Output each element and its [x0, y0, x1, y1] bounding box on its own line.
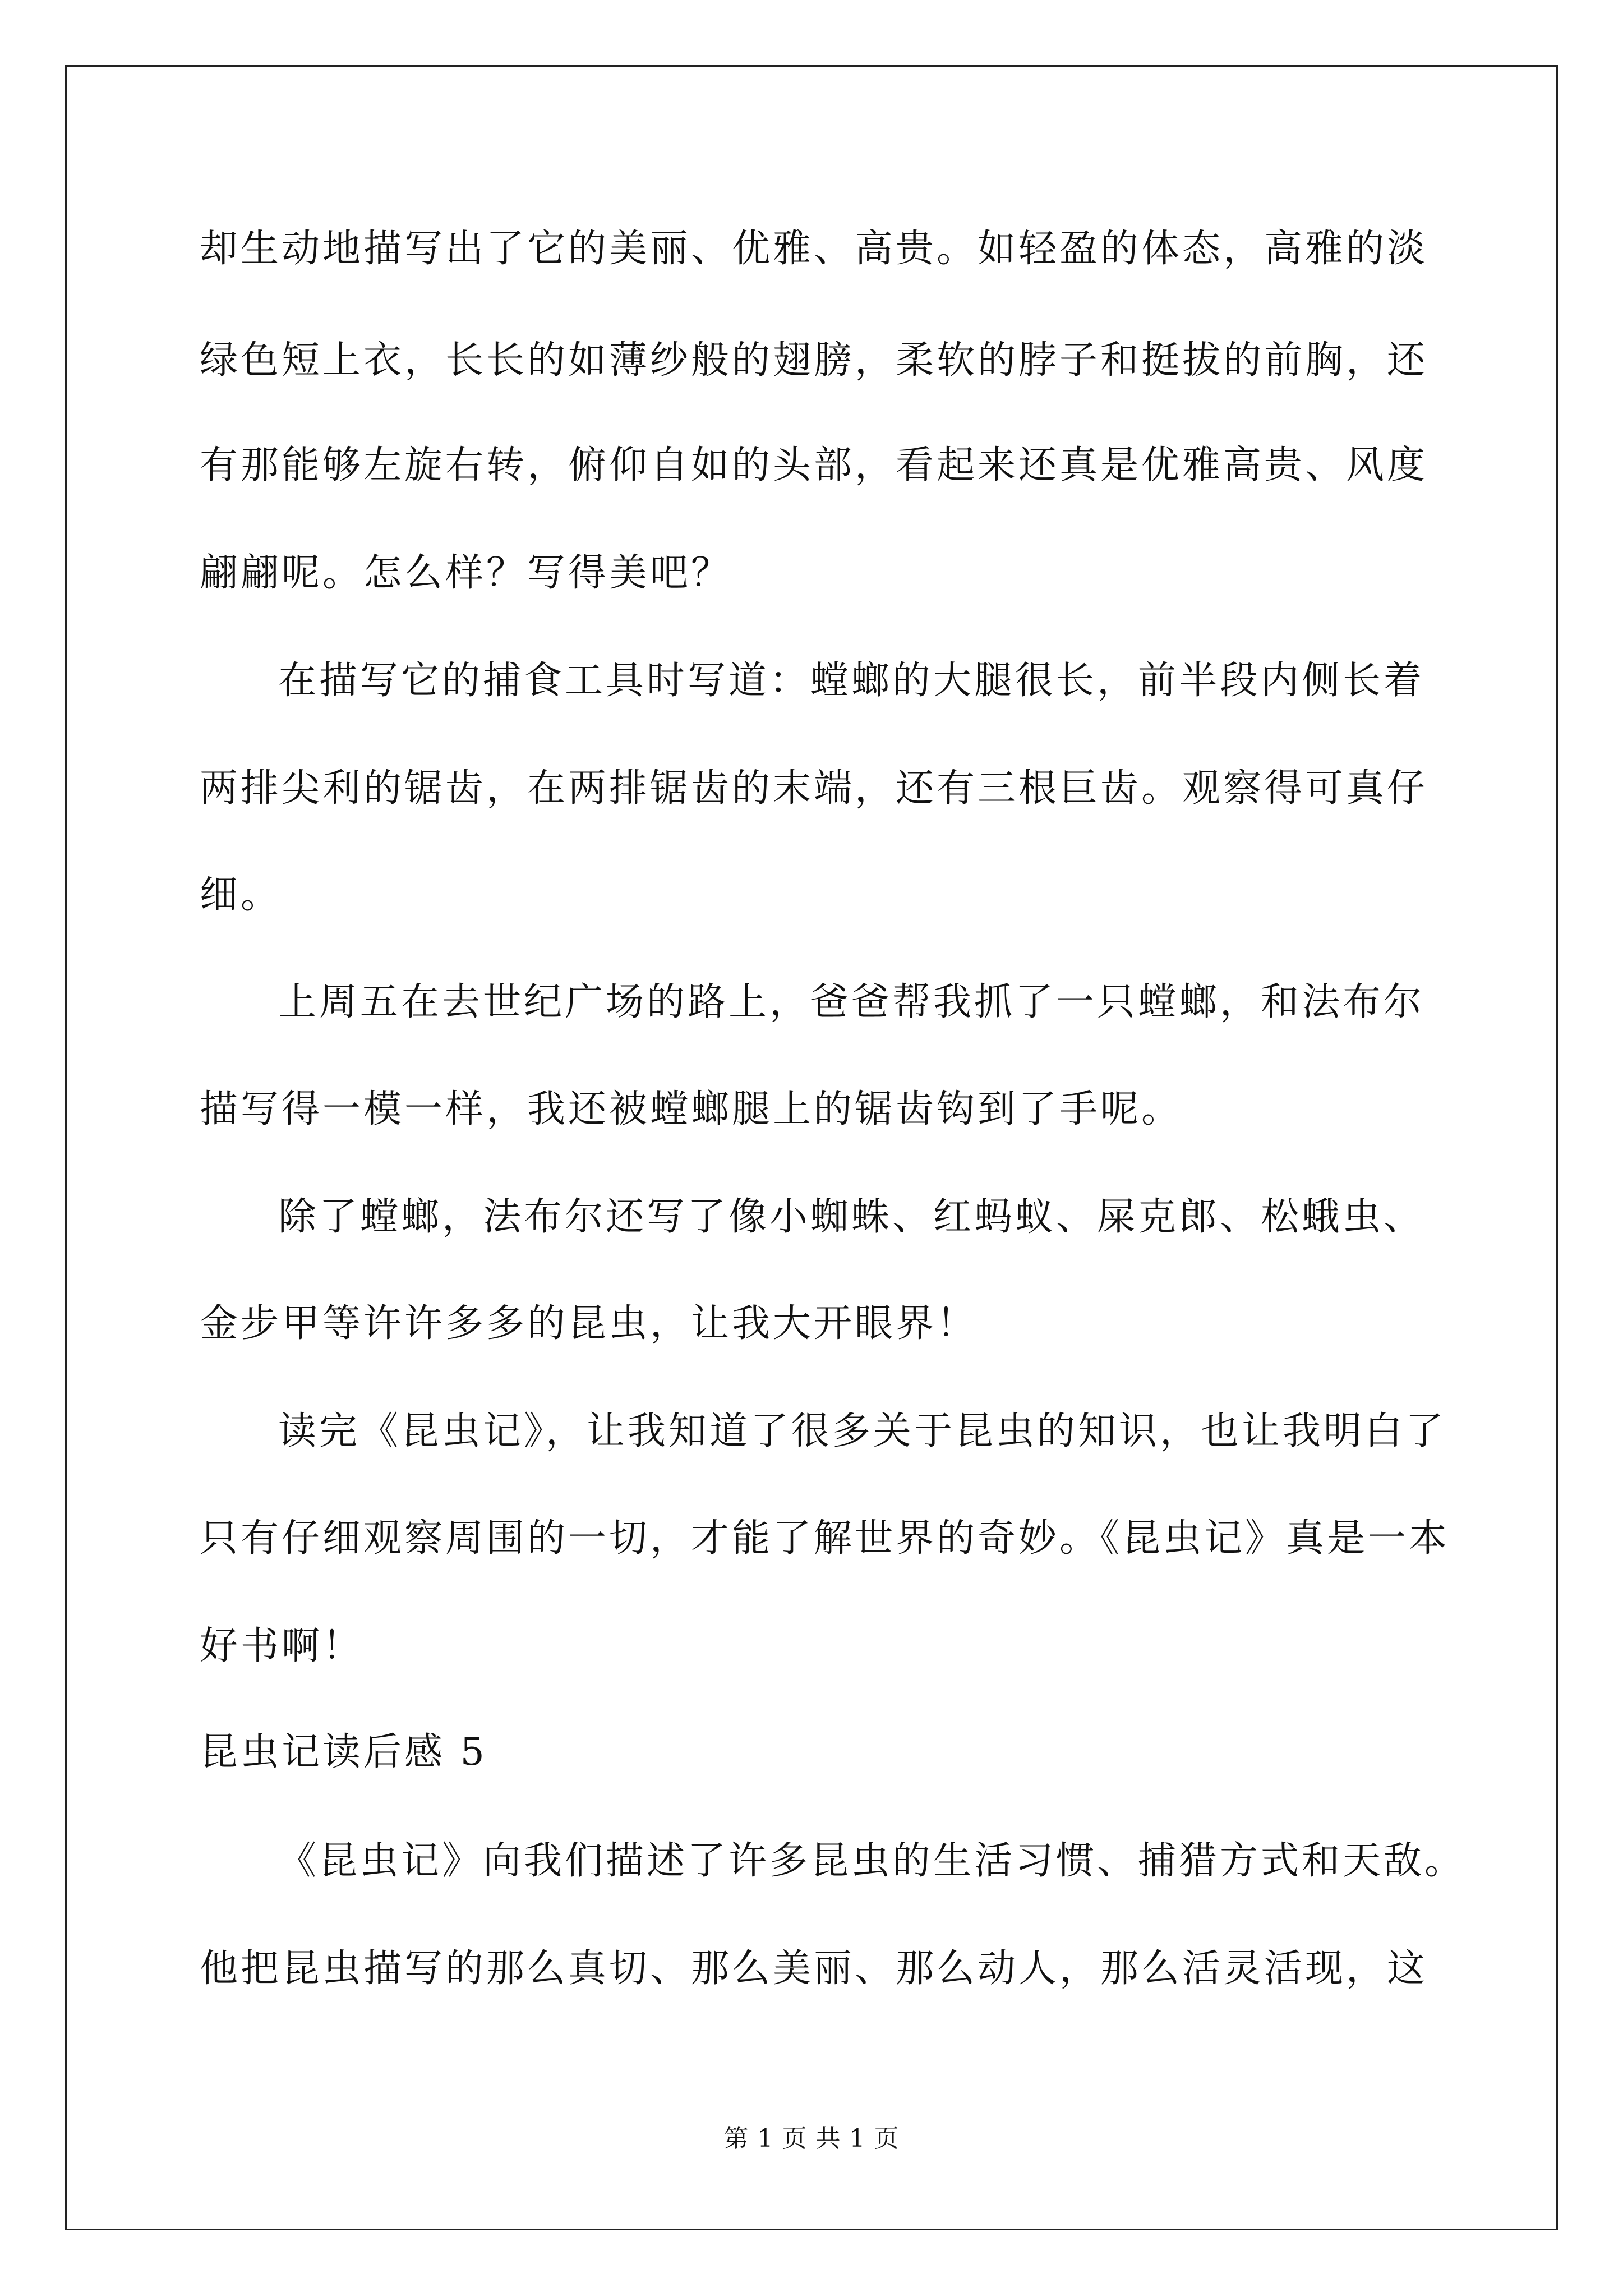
paragraph-line: 有那能够左旋右转，俯仰自如的头部，看起来还真是优雅高贵、风度	[200, 443, 1428, 487]
paragraph-line: 细。	[200, 873, 282, 917]
paragraph-line: 除了螳螂，法布尔还写了像小蜘蛛、红蚂蚁、屎克郎、松蛾虫、	[278, 1195, 1425, 1239]
page-border	[65, 65, 1558, 2230]
paragraph-line: 《昆虫记》向我们描述了许多昆虫的生活习惯、捕猎方式和天敌。	[278, 1839, 1466, 1883]
paragraph-line: 只有仔细观察周围的一切，才能了解世界的奇妙。《昆虫记》真是一本	[200, 1516, 1450, 1561]
paragraph-line: 上周五在去世纪广场的路上，爸爸帮我抓了一只螳螂，和法布尔	[278, 980, 1425, 1024]
paragraph-line: 描写得一模一样，我还被螳螂腿上的锯齿钩到了手呢。	[200, 1087, 1183, 1131]
paragraph-line: 金步甲等许许多多的昆虫，让我大开眼界！	[200, 1301, 978, 1346]
paragraph-line: 他把昆虫描写的那么真切、那么美丽、那么动人，那么活灵活现，这	[200, 1947, 1428, 1991]
paragraph-line: 绿色短上衣，长长的如薄纱般的翅膀，柔软的脖子和挺拔的前胸，还	[200, 338, 1428, 383]
page-number-footer: 第 1 页 共 1 页	[723, 2124, 900, 2153]
paragraph-line: 却生动地描写出了它的美丽、优雅、高贵。如轻盈的体态，高雅的淡	[200, 227, 1428, 271]
paragraph-line: 好书啊！	[200, 1624, 364, 1668]
paragraph-line: 在描写它的捕食工具时写道：螳螂的大腿很长，前半段内侧长着	[278, 659, 1425, 703]
paragraph-line: 读完《昆虫记》，让我知道了很多关于昆虫的知识，也让我明白了	[278, 1409, 1447, 1453]
paragraph-line: 翩翩呢。怎么样？写得美吧？	[200, 551, 732, 595]
paragraph-line: 两排尖利的锯齿，在两排锯齿的末端，还有三根巨齿。观察得可真仔	[200, 766, 1428, 811]
section-heading: 昆虫记读后感 5	[200, 1730, 487, 1774]
